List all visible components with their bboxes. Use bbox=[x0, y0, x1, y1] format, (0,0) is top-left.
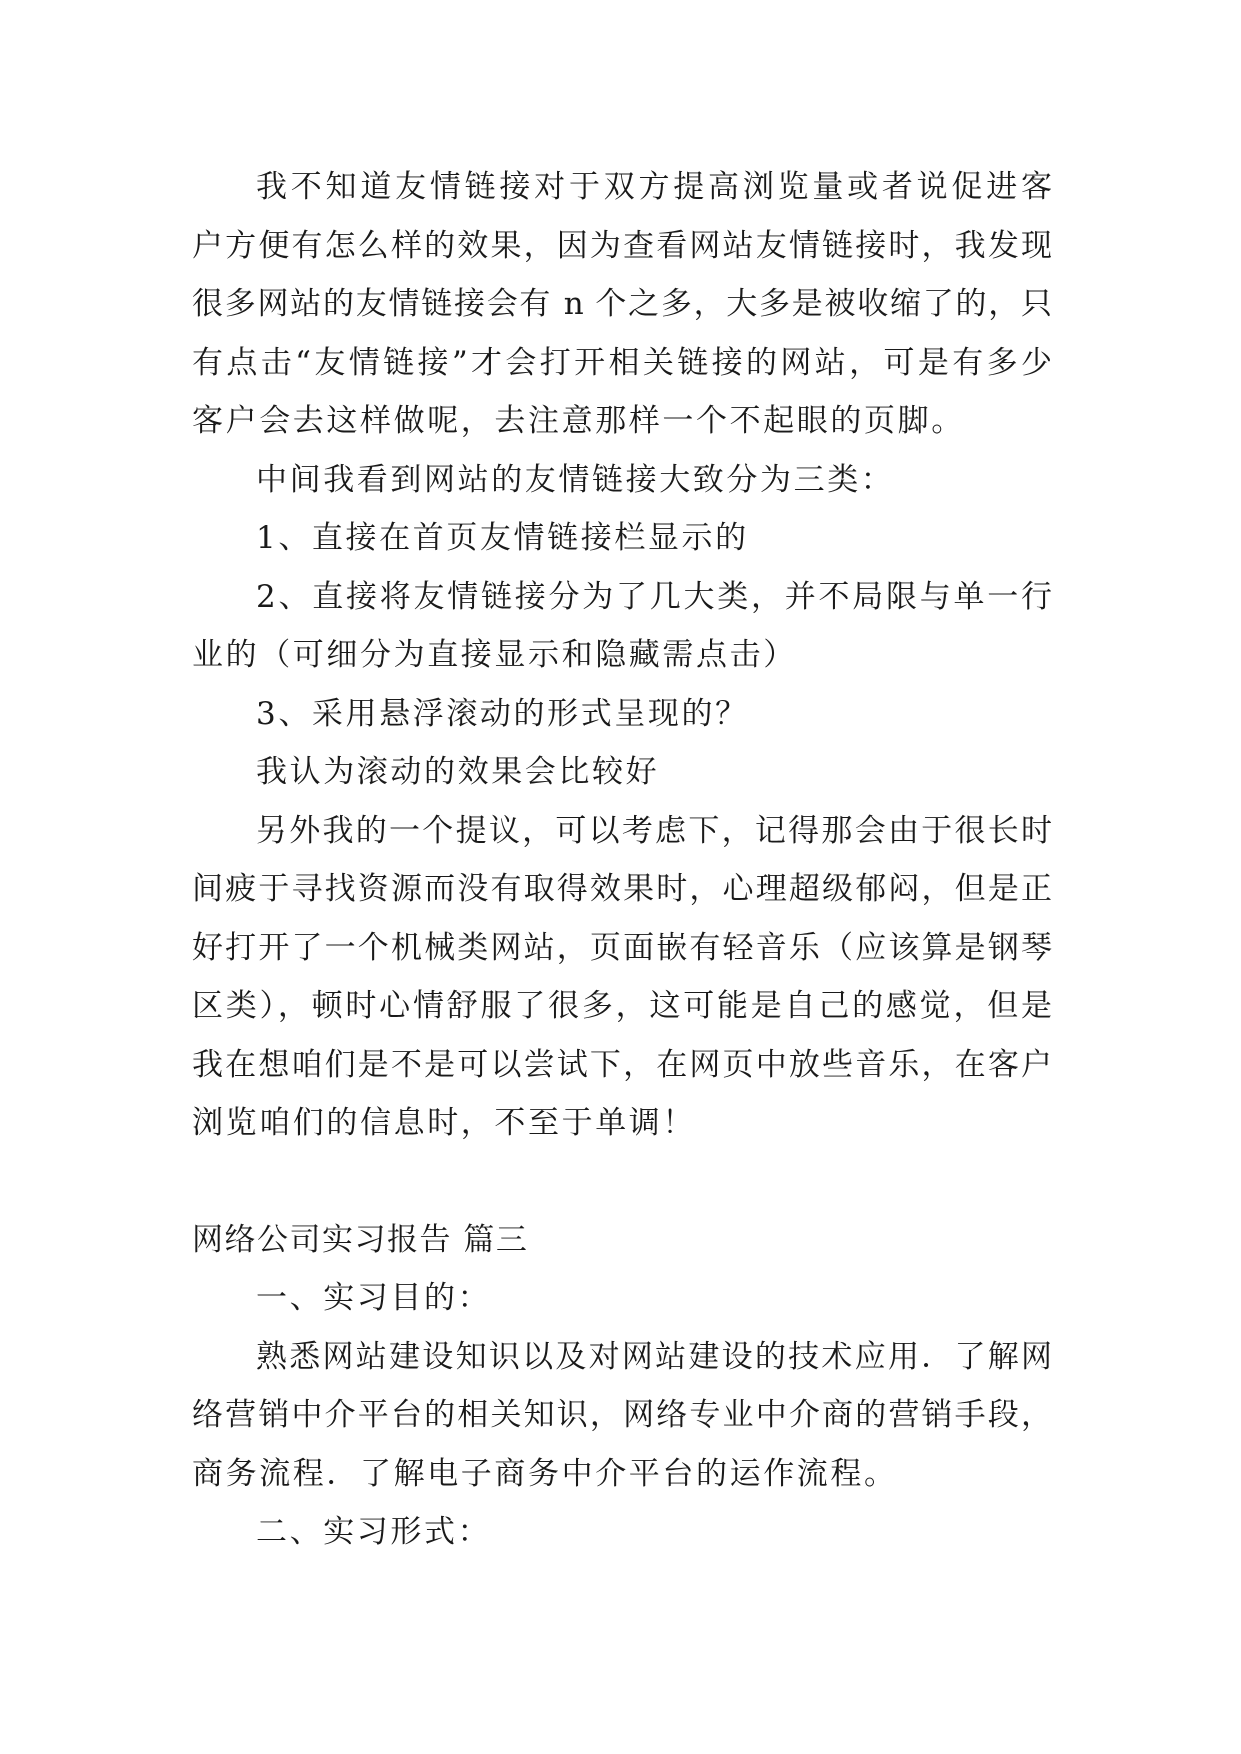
paragraph-line: 有点击“友情链接”才会打开相关链接的网站，可是有多少 bbox=[192, 344, 1052, 381]
subheading: 一、实习目的： bbox=[256, 1280, 492, 1316]
paragraph-line: 很多网站的友情链接会有 n 个之多，大多是被收缩了的，只 bbox=[192, 286, 1052, 322]
list-item-line: 2、直接将友情链接分为了几大类，并不局限与单一行 bbox=[256, 578, 1052, 615]
paragraph-line: 户方便有怎么样的效果，因为查看网站友情链接时，我发现 bbox=[192, 227, 1052, 264]
paragraph-line: 浏览咱们的信息时，不至于单调！ bbox=[192, 1105, 696, 1141]
paragraph: 中间我看到网站的友情链接大致分为三类： bbox=[256, 461, 895, 498]
document-page bbox=[192, 158, 1052, 1562]
section-title: 网络公司实习报告 篇三 bbox=[192, 1221, 529, 1258]
paragraph-line: 另外我的一个提议，可以考虑下，记得那会由于很长时 bbox=[256, 812, 1052, 849]
paragraph-line: 客户会去这样做呢，去注意那样一个不起眼的页脚。 bbox=[192, 403, 965, 439]
paragraph-line: 商务流程．了解电子商务中介平台的运作流程。 bbox=[192, 1455, 898, 1492]
paragraph-line: 我不知道友情链接对于双方提高浏览量或者说促进客 bbox=[256, 169, 1052, 205]
list-item: 1、直接在首页友情链接栏显示的 bbox=[256, 520, 749, 556]
list-item-line: 业的（可细分为直接显示和隐藏需点击） bbox=[192, 637, 797, 673]
section-spacer bbox=[192, 1153, 1052, 1211]
subheading: 二、实习形式： bbox=[256, 1514, 492, 1550]
list-item: 3、采用悬浮滚动的形式呈现的？ bbox=[256, 695, 749, 732]
paragraph-line: 熟悉网站建设知识以及对网站建设的技术应用．了解网 bbox=[256, 1338, 1052, 1375]
paragraph-line: 我在想咱们是不是可以尝试下，在网页中放些音乐，在客户 bbox=[192, 1046, 1052, 1083]
paragraph-line: 好打开了一个机械类网站，页面嵌有轻音乐（应该算是钢琴 bbox=[192, 929, 1052, 966]
paragraph: 我认为滚动的效果会比较好 bbox=[256, 754, 660, 790]
paragraph-line: 区类），顿时心情舒服了很多，这可能是自己的感觉，但是 bbox=[192, 988, 1052, 1024]
paragraph-line: 间疲于寻找资源而没有取得效果时，心理超级郁闷，但是正 bbox=[192, 871, 1052, 907]
paragraph-line: 络营销中介平台的相关知识，网络专业中介商的营销手段， bbox=[192, 1397, 1052, 1433]
